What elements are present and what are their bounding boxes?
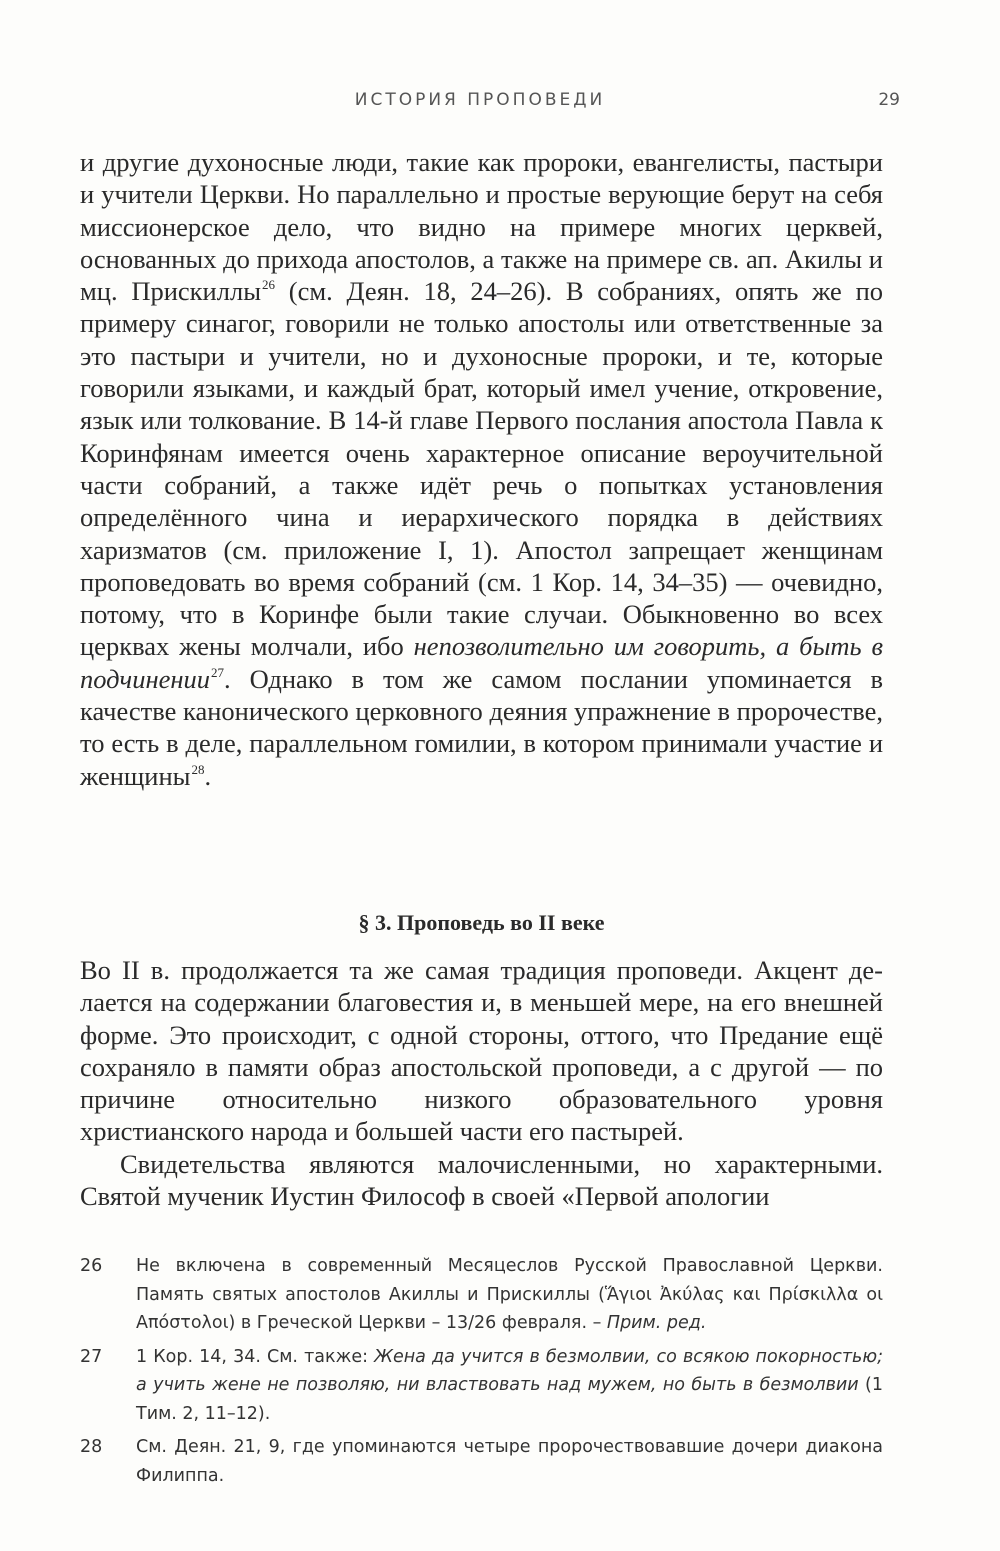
footnote-ref-26[interactable]: 26	[262, 277, 275, 293]
footnote-27	[80, 1343, 883, 1429]
page-number: 29	[878, 90, 900, 110]
footnote-text	[136, 1252, 883, 1338]
paragraph-text: и другие духоносные люди, такие как пророки, евангелисты, пастыри и учители Церкви. Но параллельно и простые верующие берут на себя миссионерское дело, что видно на примере многих церквей, основанных до прихода апостолов, а также на примере св. ап. Акилы и мц. Прискиллы	[80, 147, 883, 307]
paragraph-text: (см. Деян. 18, 24–26). В собраниях, опять же по примеру синагог, говорили не только апостолы или ответственные за это пастыри и учители, но и духоносные пророки, и те, которые говорили языками, и каждый брат, который имел учение, откровение, язык или толкование. В 14-й главе Первого послания апостола Павла к Коринфянам имеется очень характерное описание вероучительной части собраний, а также идёт речь о попытках установления определённого чина и иерархического порядка в действиях харизматов (см. приложение I, 1). Апостол запрещает женщинам проповедовать во время собраний (см. 1 Кор. 14, 34–35) — очевидно, потому, что в Коринфе были такие случаи. Обыкновенно во всех церквах жены молчали, ибо	[80, 276, 884, 662]
footnote-26	[80, 1252, 883, 1338]
paragraph-apostolic-preaching	[80, 146, 883, 792]
footnote-number: 28	[80, 1437, 103, 1457]
section-heading: § 3. Проповедь во II веке	[358, 910, 605, 935]
footnotes	[80, 1252, 883, 1495]
footnote-italic: Прим. ред.	[606, 1313, 707, 1333]
footnote-number: 27	[80, 1346, 103, 1367]
footnote-28	[80, 1433, 883, 1490]
paragraph-text: . Однако в том же самом послании упоминается в качестве канонического церковного деяния упражнение в пророчестве, то есть в деле, параллельном гомилии, в котором принимали участие и женщины	[80, 663, 883, 791]
paragraph-text: .	[204, 760, 212, 791]
footnote-text: См. Деян. 21, 9, где упоминаются четыре пророчествовавшие дочери диакона Филиппа.	[136, 1437, 883, 1486]
paragraph-testimonies: Свидетельства являются малочисленными, но характерными. Святой мученик Иустин Философ в своей «Первой апологии	[80, 1148, 883, 1212]
footnote-text	[136, 1343, 883, 1429]
footnote-body: (1 Тим. 2, 11–12).	[136, 1375, 883, 1424]
footnote-number: 26	[80, 1256, 103, 1276]
footnote-ref-28[interactable]: 28	[191, 761, 205, 777]
section-body	[80, 954, 883, 1212]
footnote-body: Не включена в современный Месяцеслов Русской Православной Церкви. Память святых апостолов Акиллы и Прискиллы (Ἅγιοι Ἀκύλας και Πρίσκιλλα οι Απόστολοι) в Греческой Церкви – 13/26 февраля. –	[136, 1256, 883, 1333]
paragraph-second-century: Во II в. продолжается та же самая традиция проповеди. Акцент делается на содержании благовестия и, в меньшей мере, на его внешней форме. Это происходит, с одной стороны, оттого, что Предание ещё сохраняло в памяти образ апостольской проповеди, а с другой — по причине относительно низкого образовательного уровня христианского народа и большей части его пастырей.	[80, 955, 883, 1147]
footnote-italic: Жена да учится в безмолвии, со всякою покорностью; а учить жене не позволяю, ни властвовать над мужем, но быть в безмолвии	[136, 1346, 884, 1395]
running-title: ИСТОРИЯ ПРОПОВЕДИ	[354, 90, 606, 110]
italic-quote: непозволительно им говорить, а быть в подчинении	[80, 631, 883, 694]
footnote-body: 1 Кор. 14, 34. См. также:	[136, 1346, 375, 1367]
footnote-ref-27[interactable]: 27	[211, 664, 225, 680]
